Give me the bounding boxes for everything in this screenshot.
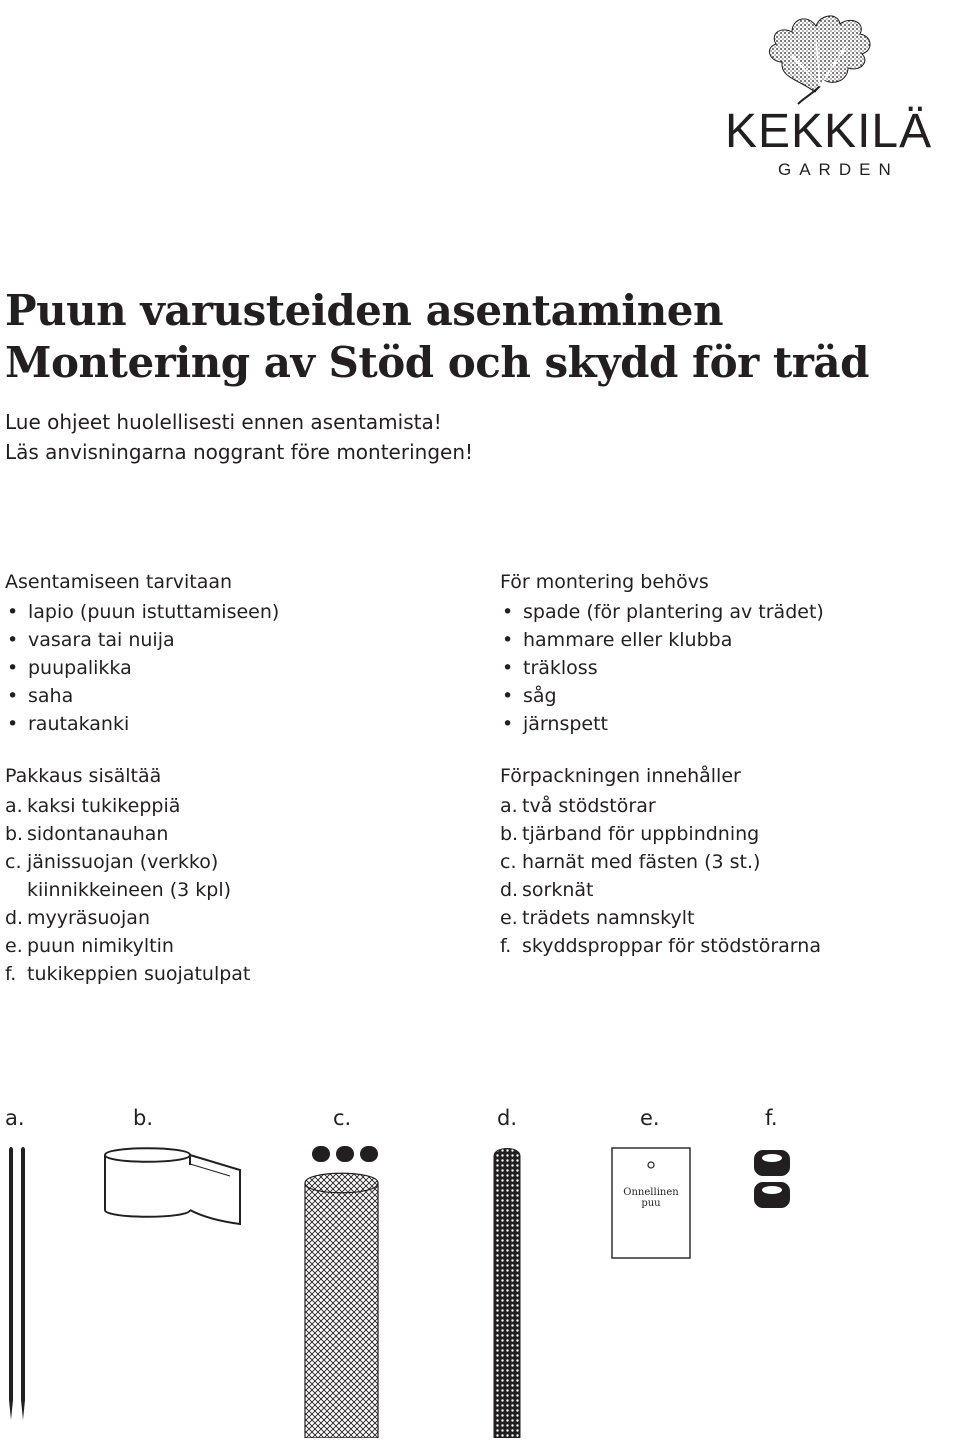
tools-heading: För montering behövs	[500, 571, 709, 593]
protective-caps-icon	[754, 1150, 790, 1208]
list-item: b. tjärband för uppbindning	[500, 823, 760, 845]
list-item: c. jänissuojan (verkko) kiinnikkeineen (3 kpl)	[5, 851, 232, 901]
name-tag-text: puu	[641, 1198, 661, 1209]
list-item: • rautakanki	[5, 710, 475, 738]
intro-swedish: Läs anvisningarna noggrant före monteringen!	[5, 440, 474, 464]
list-item: • träkloss	[500, 654, 955, 682]
vole-net-icon	[494, 1149, 520, 1439]
name-tag-icon	[612, 1148, 690, 1258]
list-item: a. två stödstörar	[500, 795, 656, 817]
title-finnish: Puun varusteiden asentaminen	[5, 286, 723, 335]
list-item: • spade (för plantering av trädet)	[500, 598, 955, 626]
brand-subtitle: GARDEN	[778, 160, 899, 179]
list-item: • såg	[500, 682, 955, 710]
stakes-icon	[9, 1147, 25, 1420]
item-label-c: c.	[333, 1106, 352, 1130]
leaf-icon	[720, 0, 950, 110]
item-label-e: e.	[640, 1106, 660, 1130]
brand-logo	[720, 0, 950, 190]
hare-net-icon	[305, 1146, 378, 1438]
list-item: e. puun nimikyltin	[5, 935, 174, 957]
list-item: • puupalikka	[5, 654, 475, 682]
package-list	[5, 792, 475, 988]
list-item: a. kaksi tukikeppiä	[5, 795, 181, 817]
package-contents-illustration	[0, 1138, 960, 1438]
package-list	[500, 792, 955, 960]
item-label-b: b.	[133, 1106, 154, 1130]
list-item: d. myyräsuojan	[5, 907, 150, 929]
item-label-a: a.	[5, 1106, 25, 1130]
item-label-f: f.	[765, 1106, 778, 1130]
tape-roll-icon	[105, 1148, 240, 1224]
package-heading: Förpackningen innehåller	[500, 765, 741, 787]
list-item: • lapio (puun istuttamiseen)	[5, 598, 475, 626]
tools-heading: Asentamiseen tarvitaan	[5, 571, 233, 593]
intro-finnish: Lue ohjeet huolellisesti ennen asentamista!	[5, 410, 442, 434]
name-tag-text: Onnellinen	[623, 1187, 679, 1198]
brand-name: KEKKILÄ	[725, 105, 933, 158]
list-item: • vasara tai nuija	[5, 626, 475, 654]
tools-list	[5, 598, 475, 738]
list-item: b. sidontanauhan	[5, 823, 169, 845]
tools-list	[500, 598, 955, 738]
list-item: f. tukikeppien suojatulpat	[5, 963, 251, 985]
list-item: • järnspett	[500, 710, 955, 738]
column-swedish	[500, 568, 955, 960]
title-swedish: Montering av Stöd och skydd för träd	[5, 338, 869, 387]
package-heading: Pakkaus sisältää	[5, 765, 162, 787]
list-item: • saha	[5, 682, 475, 710]
column-finnish	[5, 568, 475, 988]
list-item: d. sorknät	[500, 879, 594, 901]
list-item: c. harnät med fästen (3 st.)	[500, 851, 761, 873]
list-item: • hammare eller klubba	[500, 626, 955, 654]
item-label-d: d.	[497, 1106, 518, 1130]
list-item: e. trädets namnskylt	[500, 907, 695, 929]
list-item: f. skyddsproppar för stödstörarna	[500, 935, 821, 957]
